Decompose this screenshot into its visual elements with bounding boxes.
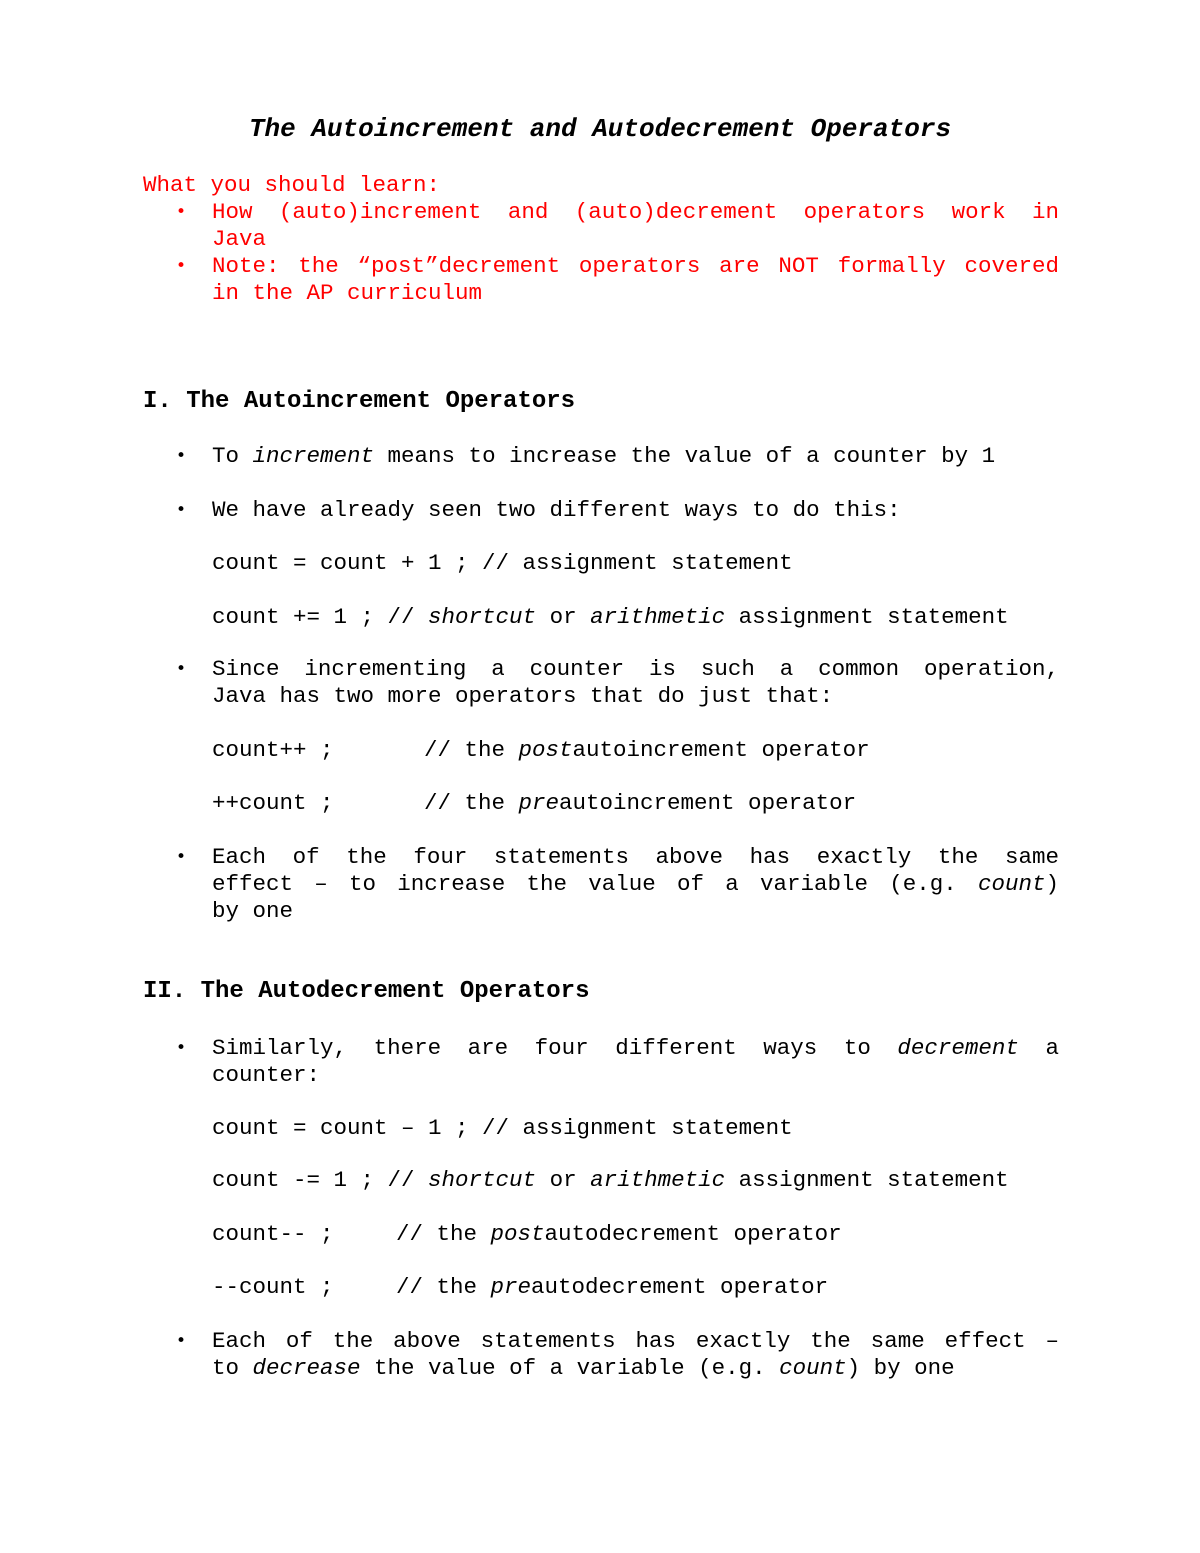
s1-b1-pre: To — [212, 443, 253, 469]
s1-b4-l2-post: ) — [1045, 871, 1059, 897]
section-1-heading: I. The Autoincrement Operators — [143, 388, 576, 415]
s2-b2-line-2 — [212, 1355, 1059, 1382]
s1-code2-mid: or — [536, 604, 591, 630]
bullet-icon: • — [176, 256, 187, 276]
s1-bullet-2: We have already seen two different ways to do this: — [212, 497, 901, 523]
s2-code-3-stmt: count-- ; — [212, 1221, 334, 1247]
s2-code-3-comment — [396, 1221, 842, 1248]
s1-code-1: count = count + 1 ; // assignment statement — [212, 550, 793, 576]
s1-code2-em1: shortcut — [428, 604, 537, 630]
s2-code3-cpre: // the — [396, 1221, 491, 1247]
s2-b2-l2-mid: the value of a variable (e.g. — [360, 1355, 780, 1381]
bullet-icon: • — [176, 1038, 187, 1058]
s1-code3-cpost: autoincrement operator — [572, 737, 870, 763]
s2-code-4-comment — [396, 1274, 828, 1301]
s2-code2-mid: or — [536, 1167, 591, 1193]
s2-code2-post: assignment statement — [725, 1167, 1009, 1193]
bullet-icon: • — [176, 500, 187, 520]
s1-b4-line-2 — [212, 871, 1059, 898]
s2-b1-l1-em: decrement — [897, 1035, 1019, 1061]
s2-code4-cpost: autodecrement operator — [531, 1274, 829, 1300]
s1-bullet-1 — [212, 443, 995, 470]
s1-code4-cpost: autoincrement operator — [559, 790, 857, 816]
s2-code2-em2: arithmetic — [590, 1167, 726, 1193]
s2-bullet-1 — [212, 1035, 1059, 1089]
s2-b1-l1-pre: Similarly, there are four different ways to — [212, 1035, 898, 1061]
s1-code2-post: assignment statement — [725, 604, 1009, 630]
s2-code-4-stmt: --count ; — [212, 1274, 334, 1300]
s2-b2-l2-em: decrease — [252, 1355, 361, 1381]
s2-code2-pre: count -= 1 ; // — [212, 1167, 429, 1193]
learn-item-1 — [212, 199, 1059, 253]
bullet-icon: • — [176, 446, 187, 466]
s2-bullet-2 — [212, 1328, 1059, 1382]
s1-code3-cpre: // the — [424, 737, 519, 763]
s1-code-2 — [212, 604, 1009, 631]
s1-b1-post: means to increase the value of a counter by 1 — [374, 443, 996, 469]
s1-b3-line-2: Java has two more operators that do just that: — [212, 683, 834, 709]
s1-b3-line-1: Since incrementing a counter is such a common operation, — [212, 656, 1059, 682]
s2-b1-line-1 — [212, 1035, 1059, 1062]
s1-b4-l2-em: count — [977, 871, 1046, 897]
s1-b4-l2-pre: effect – to increase the value of a variable (e.g. — [212, 871, 978, 897]
learn-item-1-line-1: How (auto)increment and (auto)decrement operators work in — [212, 199, 1059, 225]
bullet-icon: • — [176, 847, 187, 867]
s2-code4-em: pre — [490, 1274, 532, 1300]
s2-code3-em: post — [490, 1221, 545, 1247]
s2-code2-em1: shortcut — [428, 1167, 537, 1193]
s2-b2-line-1: Each of the above statements has exactly the same effect – — [212, 1328, 1059, 1354]
s1-b4-line-1: Each of the four statements above has exactly the same — [212, 844, 1059, 870]
learn-item-2-line-1: Note: the “post”decrement operators are NOT formally covered — [212, 253, 1059, 279]
s2-code4-cpre: // the — [396, 1274, 491, 1300]
s1-code4-cpre: // the — [424, 790, 519, 816]
s1-bullet-3 — [212, 656, 1059, 710]
learn-item-1-line-2: Java — [212, 226, 267, 252]
s2-b2-l2-em2: count — [779, 1355, 847, 1381]
s1-code3-em: post — [518, 737, 573, 763]
learn-item-2 — [212, 253, 1059, 307]
s1-code2-pre: count += 1 ; // — [212, 604, 429, 630]
s1-code-3-stmt: count++ ; — [212, 737, 334, 763]
learn-item-2-line-2: in the AP curriculum — [212, 280, 483, 306]
s1-bullet-4 — [212, 844, 1059, 925]
s2-code-1: count = count – 1 ; // assignment statement — [212, 1115, 793, 1141]
s2-b2-l2-post: ) by one — [846, 1355, 955, 1381]
bullet-icon: • — [176, 659, 187, 679]
s2-b2-l2-pre: to — [212, 1355, 253, 1381]
s1-code4-em: pre — [518, 790, 560, 816]
s1-code-3-comment — [424, 737, 870, 764]
s1-code-4-stmt: ++count ; — [212, 790, 334, 816]
bullet-icon: • — [176, 1331, 187, 1351]
s2-code3-cpost: autodecrement operator — [544, 1221, 842, 1247]
s1-code2-em2: arithmetic — [590, 604, 726, 630]
s2-b1-l1-post: a — [1018, 1035, 1059, 1061]
s2-b1-line-2: counter: — [212, 1062, 321, 1088]
s1-code-4-comment — [424, 790, 856, 817]
bullet-icon: • — [176, 202, 187, 222]
s2-code-2 — [212, 1167, 1009, 1194]
s1-b4-line-3: by one — [212, 898, 294, 924]
page-title: The Autoincrement and Autodecrement Operators — [248, 114, 952, 144]
learn-heading: What you should learn: — [143, 172, 441, 198]
s1-b1-em: increment — [252, 443, 375, 469]
section-2-heading: II. The Autodecrement Operators — [143, 978, 590, 1005]
